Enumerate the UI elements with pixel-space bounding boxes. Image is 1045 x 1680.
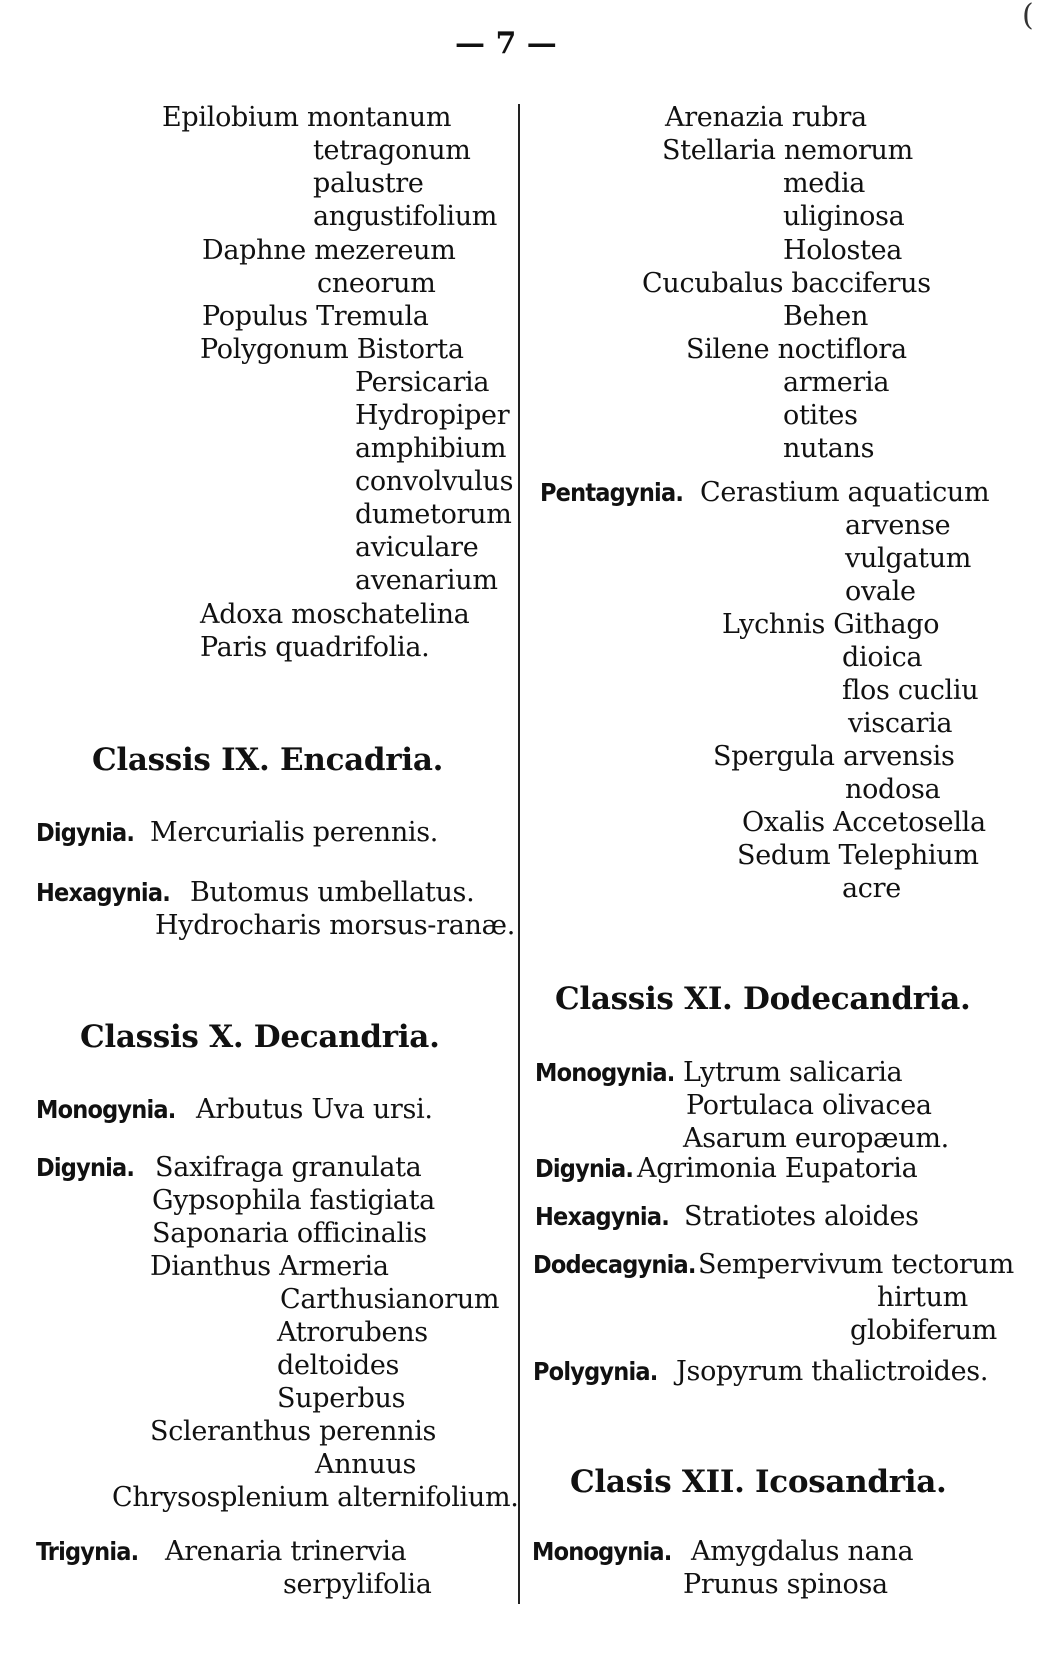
- hexagynia-label: Hexagynia.: [535, 1202, 669, 1231]
- monogynia-species: Portulaca olivacea: [686, 1090, 932, 1121]
- silene-species: armeria: [783, 367, 890, 398]
- dianthus-species: deltoides: [277, 1350, 400, 1381]
- column-rule: [518, 104, 520, 1604]
- trigynia-text: Arenaria trinervia: [165, 1536, 407, 1567]
- digynia-text: Mercurialis perennis.: [150, 817, 439, 848]
- scleranthus-line: Scleranthus perennis: [150, 1416, 437, 1447]
- class-x-heading: Classis X. Decandria.: [80, 1019, 440, 1055]
- cerastium-species: vulgatum: [845, 543, 972, 574]
- hexagynia-text: Butomus umbellatus.: [190, 877, 475, 908]
- dodecagynia-species: globiferum: [850, 1315, 997, 1346]
- polygonum-species: avenarium: [355, 565, 498, 596]
- monogynia-label: Monogynia.: [532, 1537, 672, 1566]
- epilobium-line: Epilobium montanum: [162, 102, 452, 133]
- stellaria-line: Stellaria nemorum: [662, 135, 913, 166]
- dianthus-species: Superbus: [277, 1383, 406, 1414]
- silene-species: nutans: [783, 433, 875, 464]
- digynia-species: Dianthus Armeria: [150, 1251, 389, 1282]
- silene-line: Silene noctiflora: [686, 334, 907, 365]
- lychnis-line: Lychnis Githago: [722, 609, 940, 640]
- polygonum-species: dumetorum: [355, 499, 512, 530]
- stellaria-species: uliginosa: [783, 201, 905, 232]
- digynia-label: Digynia.: [36, 1153, 135, 1182]
- monogynia-label: Monogynia.: [535, 1058, 675, 1087]
- populus-line: Populus Tremula: [202, 301, 429, 332]
- class-ix-heading: Classis IX. Encadria.: [92, 742, 444, 778]
- polygynia-text: Jsopyrum thalictroides.: [676, 1356, 989, 1387]
- arenaria-line: Arenazia rubra: [665, 102, 867, 133]
- cucubalus-line: Cucubalus bacciferus: [642, 268, 931, 299]
- paris-line: Paris quadrifolia.: [200, 632, 430, 663]
- class-xii-heading: Clasis XII. Icosandria.: [570, 1464, 947, 1500]
- epilobium-species: tetragonum: [313, 135, 471, 166]
- epilobium-species: palustre: [313, 168, 424, 199]
- digynia-species: Saponaria officinalis: [152, 1218, 427, 1249]
- cerastium-line: Cerastium aquaticum: [700, 477, 990, 508]
- dodecagynia-label: Dodecagynia.: [533, 1250, 696, 1279]
- monogynia-species: Asarum europæum.: [683, 1123, 949, 1154]
- dianthus-species: Carthusianorum: [280, 1284, 500, 1315]
- monogynia-label: Monogynia.: [36, 1095, 176, 1124]
- hexagynia-text: Stratiotes aloides: [684, 1201, 919, 1232]
- daphne-species: cneorum: [317, 268, 436, 299]
- digynia-species: Saxifraga granulata: [155, 1152, 422, 1183]
- lychnis-species: viscaria: [848, 708, 953, 739]
- polygynia-label: Polygynia.: [533, 1357, 658, 1386]
- monogynia-text: Arbutus Uva ursi.: [196, 1094, 433, 1125]
- dianthus-species: Atrorubens: [277, 1317, 428, 1348]
- polygonum-species: convolvulus: [355, 466, 514, 497]
- oxalis-line: Oxalis Accetosella: [742, 807, 986, 838]
- lychnis-species: dioica: [842, 642, 923, 673]
- digynia-species: Gypsophila fastigiata: [152, 1185, 435, 1216]
- silene-species: otites: [783, 400, 858, 431]
- polygonum-species: Hydropiper: [355, 400, 510, 431]
- lychnis-species: flos cucliu: [842, 675, 979, 706]
- monogynia-species: Lytrum salicaria: [683, 1057, 903, 1088]
- sedum-species: acre: [842, 873, 901, 904]
- chrysosplenium-line: Chrysosplenium alternifolium.: [112, 1482, 519, 1513]
- dodecagynia-species: hirtum: [877, 1282, 968, 1313]
- trigynia-label: Trigynia.: [36, 1537, 139, 1566]
- pentagynia-label: Pentagynia.: [540, 478, 684, 507]
- monogynia-text: Amygdalus nana: [691, 1536, 914, 1567]
- dodecagynia-text: Sempervivum tectorum: [698, 1249, 1014, 1280]
- polygonum-species: aviculare: [355, 532, 479, 563]
- polygonum-species: amphibium: [355, 433, 507, 464]
- hexagynia-text: Hydrocharis morsus-ranæ.: [155, 910, 515, 941]
- cucubalus-species: Behen: [783, 301, 869, 332]
- spergula-species: nodosa: [845, 774, 941, 805]
- daphne-line: Daphne mezereum: [202, 235, 456, 266]
- class-xi-heading: Classis XI. Dodecandria.: [555, 981, 971, 1017]
- polygonum-species: Persicaria: [355, 367, 490, 398]
- page-number: — 7 —: [455, 26, 557, 61]
- adoxa-line: Adoxa moschatelina: [200, 599, 470, 630]
- digynia-text: Agrimonia Eupatoria: [637, 1153, 918, 1184]
- digynia-label: Digynia.: [36, 818, 135, 847]
- hexagynia-label: Hexagynia.: [36, 878, 170, 907]
- digynia-label: Digynia.: [535, 1154, 634, 1183]
- spergula-line: Spergula arvensis: [713, 741, 955, 772]
- monogynia-text: Prunus spinosa: [683, 1569, 888, 1600]
- trigynia-text: serpylifolia: [283, 1569, 432, 1600]
- cerastium-species: arvense: [845, 510, 951, 541]
- polygonum-line: Polygonum Bistorta: [200, 334, 464, 365]
- corner-mark: (: [1022, 0, 1034, 33]
- stellaria-species: Holostea: [783, 235, 903, 266]
- epilobium-species: angustifolium: [313, 201, 498, 232]
- sedum-line: Sedum Telephium: [737, 840, 979, 871]
- cerastium-species: ovale: [845, 576, 916, 607]
- scleranthus-species: Annuus: [315, 1449, 417, 1480]
- stellaria-species: media: [783, 168, 866, 199]
